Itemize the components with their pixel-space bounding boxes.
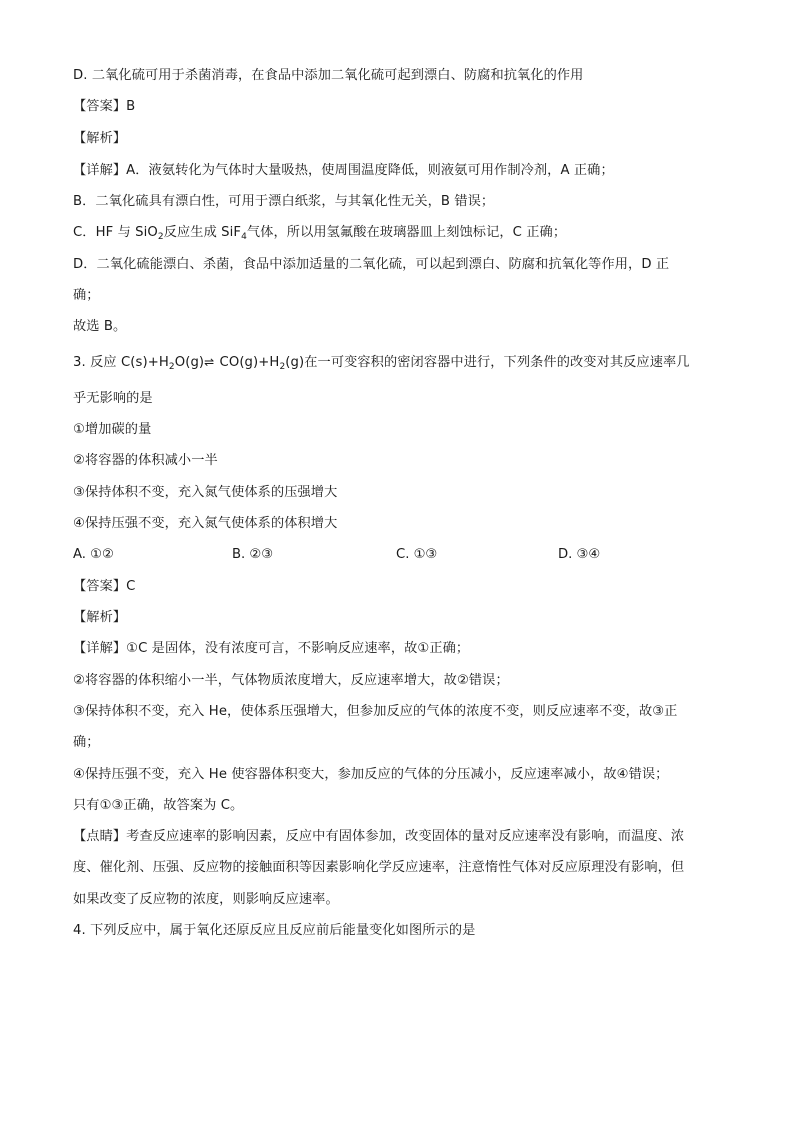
q2-detail-a: 【详解】A．液氨转化为气体时大量吸热，使周围温度降低，则液氨可用作制冷剂，A 正确；: [73, 163, 614, 178]
q3-condition-1: ①增加碳的量: [73, 422, 152, 437]
q3-option-a: A. ①②: [73, 547, 114, 562]
q3-stem-post: (g)在一可变容积的密闭容器中进行，下列条件的改变对其反应速率几: [285, 355, 690, 370]
q3-answer: 【答案】C: [73, 579, 136, 594]
q2-detail-c-sub2: 4: [241, 232, 247, 242]
q3-stem-pre: 3. 反应 C(s)+H: [73, 355, 169, 370]
q3-comment-line1: 【点睛】考查反应速率的影响因素，反应中有固体参加，改变固体的量对反应速率没有影响，而温度、浓: [73, 829, 685, 844]
q2-detail-b: B．二氧化硫具有漂白性，可用于漂白纸浆，与其氧化性无关，B 错误；: [73, 194, 495, 209]
equilibrium-arrow-icon: ⇌: [204, 355, 216, 369]
q3-option-c: C. ①③: [396, 547, 438, 562]
q2-detail-c-mid: 反应生成 SiF: [163, 225, 242, 240]
q3-stem-line2: 乎无影响的是: [73, 391, 153, 406]
q2-detail-c-pre: C．HF 与 SiO: [73, 225, 158, 240]
q3-detail-summary: 只有①③正确，故答案为 C。: [73, 798, 244, 813]
q2-conclusion: 故选 B。: [73, 319, 127, 334]
q2-detail-c-post: 气体，所以用氢氟酸在玻璃器皿上刻蚀标记，C 正确；: [246, 225, 567, 240]
q2-analysis-heading: 【解析】: [73, 131, 127, 146]
q3-detail-3-line1: ③保持体积不变，充入 He，使体系压强增大，但参加反应的气体的浓度不变，则反应速率不变，故③正: [73, 704, 678, 719]
q3-condition-4: ④保持压强不变，充入氮气使体系的体积增大: [73, 516, 338, 531]
q3-stem-sub2: 2: [279, 362, 286, 372]
q3-stem-mid1: O(g): [174, 355, 205, 370]
q2-detail-d-line2: 确；: [73, 288, 100, 303]
q3-detail-4: ④保持压强不变，充入 He 使容器体积变大，参加反应的气体的分压减小，反应速率减小，故④错误；: [73, 767, 669, 782]
q4-stem: 4. 下列反应中，属于氧化还原反应且反应前后能量变化如图所示的是: [73, 923, 476, 938]
q3-comment-line2: 度、催化剂、压强、反应物的接触面积等因素影响化学反应速率，注意惰性气体对反应原理没有影响，但: [73, 860, 685, 875]
q3-analysis-heading: 【解析】: [73, 610, 127, 625]
q3-detail-3-line2: 确；: [73, 735, 100, 750]
q2-detail-d-line1: D．二氧化硫能漂白、杀菌，食品中添加适量的二氧化硫，可以起到漂白、防腐和抗氧化等作用，D 正: [73, 257, 670, 272]
q3-stem-line1: [73, 353, 690, 376]
q3-detail-2: ②将容器的体积缩小一半，气体物质浓度增大，反应速率增大，故②错误；: [73, 673, 509, 688]
q3-detail-1: 【详解】①C 是固体，没有浓度可言，不影响反应速率，故①正确；: [73, 641, 470, 656]
q3-stem-sub1: 2: [168, 362, 175, 372]
q3-stem-mid2: CO(g)+H: [215, 355, 280, 370]
q3-option-b: B. ②③: [232, 547, 274, 562]
q2-detail-c: [73, 224, 566, 246]
q3-condition-2: ②将容器的体积减小一半: [73, 453, 218, 468]
q3-option-d: D. ③④: [558, 547, 601, 562]
q3-comment-line3: 如果改变了反应物的浓度，则影响反应速率。: [73, 892, 339, 907]
q3-condition-3: ③保持体积不变，充入氮气使体系的压强增大: [73, 485, 338, 500]
q2-answer: 【答案】B: [73, 99, 136, 114]
q2-option-d: D. 二氧化硫可用于杀菌消毒，在食品中添加二氧化硫可起到漂白、防腐和抗氧化的作用: [73, 68, 584, 83]
q2-detail-c-sub1: 2: [157, 232, 164, 242]
